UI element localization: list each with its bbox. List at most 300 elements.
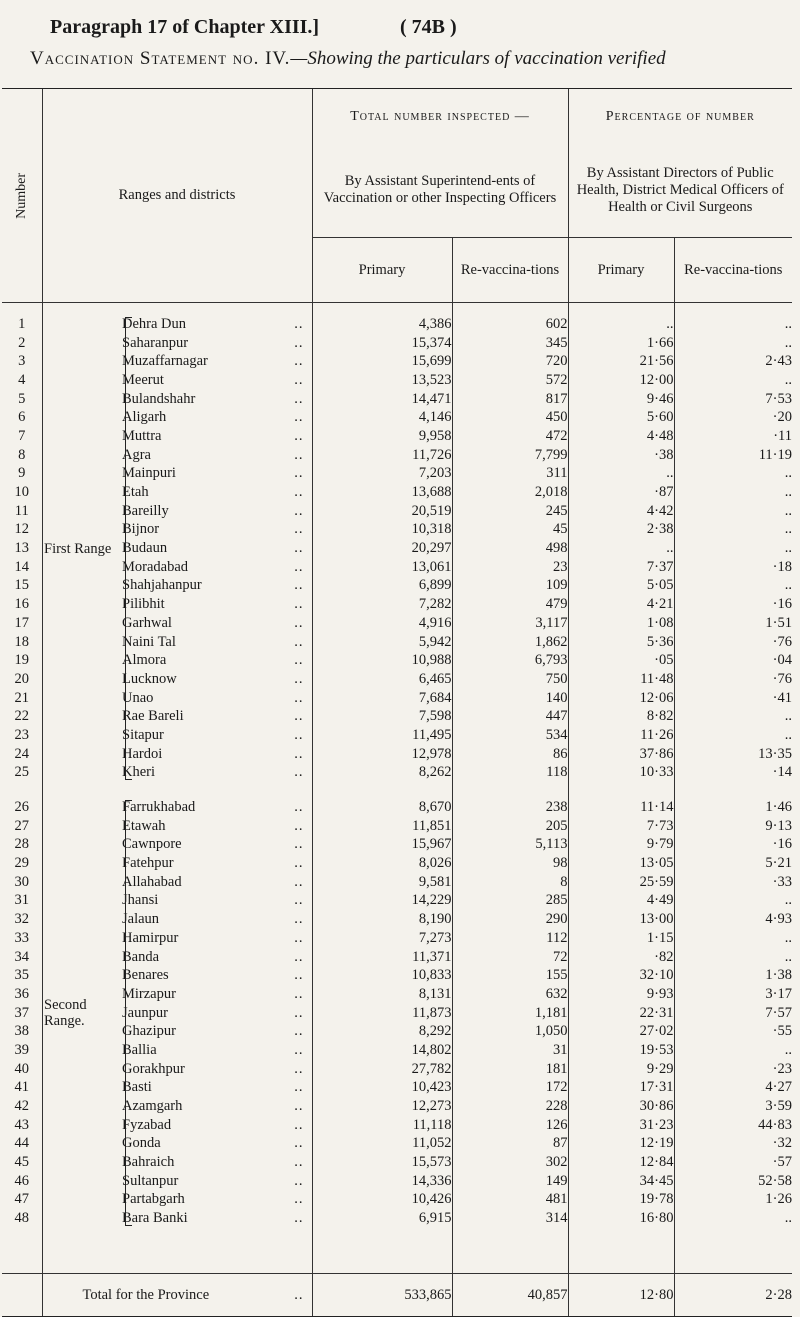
leader-dots: .. [294,726,304,743]
pct-revaccination: ·14 [674,764,792,783]
table-row [2,836,792,855]
primary-count: 6,915 [312,1209,452,1228]
pct-revaccination: 11·19 [674,446,792,465]
pct-revaccination: ·76 [674,633,792,652]
table-row [2,502,792,521]
district-name: Azamgarh .. [122,1097,312,1116]
district-name: Fatehpur .. [122,854,312,873]
revaccination-count: 228 [452,1097,568,1116]
pct-revaccination: 52·58 [674,1172,792,1191]
pct-primary: ·05 [568,651,674,670]
pct-primary: 5·60 [568,408,674,427]
leader-dots: .. [294,670,304,687]
primary-count: 9,581 [312,873,452,892]
pct-revaccination: 5·21 [674,854,792,873]
district-name: Garhwal .. [122,614,312,633]
total-primary: 533,865 [312,1274,452,1317]
primary-count: 8,262 [312,764,452,783]
table-row [2,465,792,484]
leader-dots: .. [294,1004,304,1021]
revaccination-count: 8 [452,873,568,892]
pct-revaccination-header: Re-vaccina-tions [674,238,792,303]
pct-revaccination: 1·38 [674,966,792,985]
chapter-reference: Paragraph 17 of Chapter XIII.] [50,16,320,38]
row-number: 17 [14,614,29,631]
range-gap [42,446,122,465]
revaccination-count: 86 [452,745,568,764]
table-row [2,1060,792,1079]
district-name: Dehra Dun .. [122,315,312,334]
pct-primary: 12·84 [568,1153,674,1172]
primary-count: 13,688 [312,483,452,502]
revaccination-count: 534 [452,726,568,745]
row-number: 36 [14,985,29,1002]
table-row [2,483,792,502]
primary-count: 7,598 [312,707,452,726]
district-name: Kheri .. [122,764,312,783]
vaccination-table [2,88,792,1317]
pct-primary: 30·86 [568,1097,674,1116]
district-name: Benares .. [122,966,312,985]
revaccination-header: Re-vaccina-tions [452,238,568,303]
district-name: Bijnor .. [122,521,312,540]
range-gap [42,315,122,334]
range-gap [42,465,122,484]
district-name: Meerut .. [122,371,312,390]
district-name: Fyzabad .. [122,1116,312,1135]
range-gap [42,1191,122,1210]
pct-primary: 4·49 [568,892,674,911]
primary-count: 7,282 [312,595,452,614]
leader-dots: .. [294,1060,304,1077]
pct-revaccination: 4·93 [674,910,792,929]
range-gap [42,1041,122,1060]
leader-dots: .. [294,502,304,519]
row-number: 9 [18,465,26,482]
pct-revaccination: ·41 [674,689,792,708]
leader-dots: .. [294,948,304,965]
primary-count: 11,052 [312,1135,452,1154]
revaccination-count: 750 [452,670,568,689]
primary-count: 11,495 [312,726,452,745]
table-row [2,854,792,873]
leader-dots: .. [294,799,304,816]
pct-primary: 32·10 [568,966,674,985]
pct-primary: 11·48 [568,670,674,689]
revaccination-count: 181 [452,1060,568,1079]
primary-count: 7,203 [312,465,452,484]
primary-count: 14,336 [312,1172,452,1191]
pct-primary: 11·14 [568,798,674,817]
leader-dots: .. [294,764,304,781]
pct-primary: 4·48 [568,427,674,446]
row-number: 13 [14,540,29,557]
revaccination-count: 447 [452,707,568,726]
row-number: 14 [14,558,29,575]
row-number: 2 [18,334,26,351]
district-name: Farrukhabad .. [122,798,312,817]
range-gap [42,521,122,540]
range-gap [42,817,122,836]
range-gap [42,854,122,873]
row-number: 37 [14,1004,29,1021]
leader-dots: .. [294,911,304,928]
primary-count: 20,297 [312,539,452,558]
row-number: 3 [18,353,26,370]
leader-dots: .. [294,390,304,407]
page-header [50,10,790,40]
pct-revaccination: .. [674,726,792,745]
range-gap [42,651,122,670]
range-gap [42,670,122,689]
range-gap [42,558,122,577]
district-name: Gonda .. [122,1135,312,1154]
pct-revaccination: .. [674,1041,792,1060]
district-name: Agra .. [122,446,312,465]
revaccination-count: 6,793 [452,651,568,670]
pct-revaccination: .. [674,315,792,334]
pct-primary: 7·37 [568,558,674,577]
table-row [2,371,792,390]
range-gap [42,427,122,446]
pct-primary-header: Primary [568,238,674,303]
revaccination-count: 245 [452,502,568,521]
table-row [2,334,792,353]
primary-count: 11,873 [312,1004,452,1023]
pct-primary: 9·46 [568,390,674,409]
row-number: 5 [18,390,26,407]
leader-dots: .. [294,540,304,557]
pct-primary: .. [568,539,674,558]
range-gap [42,352,122,371]
total-label: Total for the Province [82,1286,210,1303]
primary-count: 7,684 [312,689,452,708]
pct-revaccination: 1·46 [674,798,792,817]
table-row [2,689,792,708]
primary-count: 6,465 [312,670,452,689]
pct-primary: 17·31 [568,1079,674,1098]
primary-count: 6,899 [312,577,452,596]
range-gap [42,745,122,764]
pct-primary: 10·33 [568,764,674,783]
leader-dots: .. [294,1210,304,1227]
pct-primary: 5·36 [568,633,674,652]
revaccination-count: 1,181 [452,1004,568,1023]
pct-revaccination: ·04 [674,651,792,670]
revaccination-count: 345 [452,334,568,353]
pct-primary: 9·29 [568,1060,674,1079]
primary-count: 9,958 [312,427,452,446]
district-name: Almora .. [122,651,312,670]
leader-dots: .. [294,409,304,426]
primary-count: 10,318 [312,521,452,540]
primary-count: 12,273 [312,1097,452,1116]
pct-revaccination: ·18 [674,558,792,577]
revaccination-count: 98 [452,854,568,873]
district-name: Mirzapur .. [122,985,312,1004]
table-row [2,390,792,409]
table-row [2,614,792,633]
table-row [2,651,792,670]
pct-primary: 19·53 [568,1041,674,1060]
row-number: 26 [14,799,29,816]
range-gap [42,334,122,353]
range-gap [42,633,122,652]
range-gap [42,408,122,427]
primary-count: 10,988 [312,651,452,670]
district-name: Mainpuri .. [122,465,312,484]
range-gap [42,1153,122,1172]
district-name: Rae Bareli .. [122,707,312,726]
leader-dots: .. [294,1116,304,1133]
revaccination-count: 5,113 [452,836,568,855]
district-name: Unao .. [122,689,312,708]
primary-count: 15,699 [312,352,452,371]
range-gap [42,910,122,929]
range-gap [42,577,122,596]
percentage-header: Percentage of number [568,89,792,143]
leader-dots: .. [294,817,304,834]
table-row [2,798,792,817]
district-name: Etawah .. [122,817,312,836]
district-name: Sultanpur .. [122,1172,312,1191]
revaccination-count: 285 [452,892,568,911]
range-gap [42,1209,122,1228]
district-name: Ballia .. [122,1041,312,1060]
row-number: 22 [14,708,29,725]
revaccination-count: 23 [452,558,568,577]
page-number: ( 74B ) [400,16,457,38]
revaccination-count: 112 [452,929,568,948]
primary-count: 4,146 [312,408,452,427]
primary-count: 8,292 [312,1022,452,1041]
table-row [2,1191,792,1210]
leader-dots: .. [294,689,304,706]
primary-header: Primary [312,238,452,303]
pct-primary: .. [568,465,674,484]
range-gap [42,798,122,817]
pct-revaccination: 2·43 [674,352,792,371]
pct-primary: 8·82 [568,707,674,726]
leader-dots: .. [294,1079,304,1096]
district-name: Pilibhit .. [122,595,312,614]
row-number: 46 [14,1172,29,1189]
leader-dots: .. [294,315,304,332]
leader-dots: .. [294,1041,304,1058]
range-gap [42,764,122,783]
primary-count: 15,573 [312,1153,452,1172]
second-range-label-line2: Range. [44,1013,85,1030]
ranges-districts-header: Ranges and districts [42,89,312,303]
row-number: 33 [14,929,29,946]
range-gap [42,929,122,948]
leader-dots: .. [294,652,304,669]
revaccination-count: 45 [452,521,568,540]
revaccination-count: 817 [452,390,568,409]
row-number: 42 [14,1098,29,1115]
table-row [2,1209,792,1228]
revaccination-count: 155 [452,966,568,985]
district-name: Basti .. [122,1079,312,1098]
row-number: 31 [14,892,29,909]
range-gap [42,614,122,633]
district-name: Jalaun .. [122,910,312,929]
revaccination-count: 311 [452,465,568,484]
revaccination-count: 314 [452,1209,568,1228]
table-row [2,595,792,614]
leader-dots: .. [294,446,304,463]
total-pct-revaccination: 2·28 [674,1274,792,1317]
range-gap [42,371,122,390]
revaccination-count: 498 [452,539,568,558]
revaccination-count: 172 [452,1079,568,1098]
primary-count: 8,131 [312,985,452,1004]
district-name: Aligarh .. [122,408,312,427]
pct-revaccination: .. [674,502,792,521]
row-number: 29 [14,855,29,872]
row-number: 34 [14,948,29,965]
table-row [2,670,792,689]
leader-dots: .. [294,873,304,890]
district-name: Moradabad .. [122,558,312,577]
pct-revaccination: ·16 [674,595,792,614]
row-number: 7 [18,427,26,444]
leader-dots: .. [294,985,304,1002]
leader-dots: .. [294,371,304,388]
primary-count: 14,802 [312,1041,452,1060]
district-name: Naini Tal .. [122,633,312,652]
total-inspected-header: Total number inspected — [312,89,568,143]
pct-primary: 25·59 [568,873,674,892]
pct-revaccination: ·76 [674,670,792,689]
range-gap [42,1135,122,1154]
range-gap [42,873,122,892]
table-row [2,315,792,334]
pct-revaccination: 1·26 [674,1191,792,1210]
table-row [2,764,792,783]
pct-primary: 1·08 [568,614,674,633]
primary-count: 20,519 [312,502,452,521]
table-row [2,1041,792,1060]
table-row [2,929,792,948]
leader-dots: .. [294,558,304,575]
revaccination-count: 140 [452,689,568,708]
district-name: Shahjahanpur .. [122,577,312,596]
revaccination-count: 126 [452,1116,568,1135]
row-number: 43 [14,1116,29,1133]
statement-title-italic: —Showing the particulars of vaccination verified [290,48,666,69]
first-range-brace [125,317,126,780]
leader-dots: .. [294,334,304,351]
number-header: Number [2,89,42,303]
pct-revaccination: .. [674,948,792,967]
district-name: Sitapur .. [122,726,312,745]
leader-dots: .. [294,521,304,538]
table-row [2,1079,792,1098]
table-row [2,558,792,577]
row-number: 39 [14,1041,29,1058]
revaccination-count: 205 [452,817,568,836]
range-gap [42,892,122,911]
district-name: Bara Banki .. [122,1209,312,1228]
pct-primary: ·87 [568,483,674,502]
leader-dots: .. [294,1023,304,1040]
statement-title [30,48,790,70]
pct-revaccination: 1·51 [674,614,792,633]
table-row [2,1097,792,1116]
table-row [2,577,792,596]
leader-dots: .. [294,633,304,650]
primary-count: 15,967 [312,836,452,855]
pct-revaccination: ·20 [674,408,792,427]
pct-primary: 16·80 [568,1209,674,1228]
revaccination-count: 7,799 [452,446,568,465]
district-name: Partabgarh .. [122,1191,312,1210]
table-row [2,726,792,745]
range-gap [42,836,122,855]
range-gap [42,689,122,708]
pct-revaccination: 44·83 [674,1116,792,1135]
pct-primary: 4·21 [568,595,674,614]
primary-count: 14,471 [312,390,452,409]
revaccination-count: 572 [452,371,568,390]
pct-revaccination: .. [674,707,792,726]
leader-dots: .. [294,745,304,762]
pct-revaccination: .. [674,371,792,390]
pct-primary: 9·93 [568,985,674,1004]
row-number: 35 [14,967,29,984]
revaccination-count: 290 [452,910,568,929]
pct-primary: 4·42 [568,502,674,521]
primary-count: 10,426 [312,1191,452,1210]
primary-count: 15,374 [312,334,452,353]
pct-revaccination: 4·27 [674,1079,792,1098]
pct-revaccination: ·57 [674,1153,792,1172]
row-number: 19 [14,652,29,669]
range-gap [42,1079,122,1098]
row-number: 18 [14,633,29,650]
total-row [2,1274,792,1317]
range-gap [42,502,122,521]
pct-primary: ·82 [568,948,674,967]
pct-primary: 31·23 [568,1116,674,1135]
pct-revaccination: .. [674,483,792,502]
row-number: 27 [14,817,29,834]
pct-primary: 2·38 [568,521,674,540]
primary-count: 13,523 [312,371,452,390]
table-row [2,966,792,985]
pct-revaccination: ·11 [674,427,792,446]
district-name: Jhansi .. [122,892,312,911]
primary-count: 10,423 [312,1079,452,1098]
leader-dots: .. [294,465,304,482]
table-row [2,873,792,892]
district-name: Cawnpore .. [122,836,312,855]
revaccination-count: 149 [452,1172,568,1191]
pct-revaccination: ·55 [674,1022,792,1041]
table-row [2,1153,792,1172]
pct-primary: 13·05 [568,854,674,873]
pct-revaccination: ·33 [674,873,792,892]
pct-revaccination: .. [674,465,792,484]
leader-dots: .. [294,967,304,984]
pct-revaccination: ·16 [674,836,792,855]
district-name: Ghazipur .. [122,1022,312,1041]
primary-count: 11,851 [312,817,452,836]
leader-dots: .. [294,1135,304,1152]
range-gap [42,966,122,985]
pct-revaccination: .. [674,334,792,353]
